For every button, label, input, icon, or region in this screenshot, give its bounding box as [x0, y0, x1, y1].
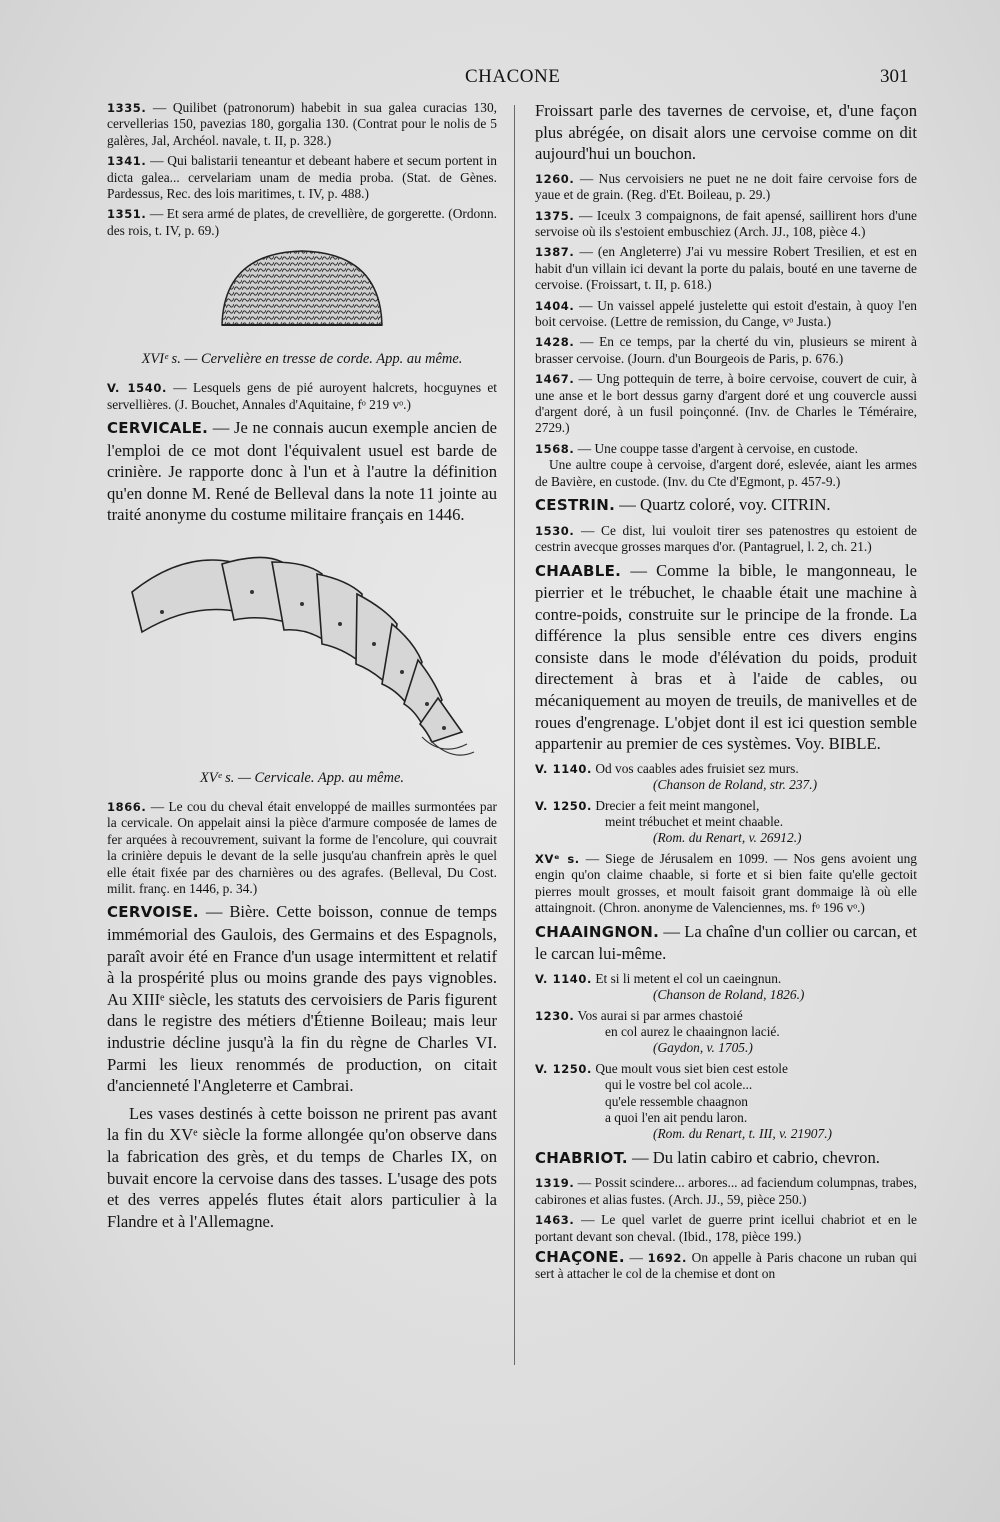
- verse-v1250a: V. 1250. Drecier a feit meint mangonel, meint trébuchet et meint chaable. (Rom. du Renart, v. 26912.): [535, 797, 802, 846]
- citation-1530: 1530. — Ce dist, lui vouloit tirer ses patenostres qu estoient de cestrin avecque grosses marques d'or. (Pantagruel, l. 2, ch. 21.): [535, 522, 917, 555]
- left-column: [107, 100, 497, 1238]
- citation-1467: 1467. — Ung pottequin de terre, à boire cervoise, couvert de cuir, à une anse et le bort dessus garny d'argent doré et ung couvercle aussi d'argent doré, à un fusil poinçonné. (Inv. de Charles le Téméraire, 2729.): [535, 371, 917, 436]
- entry-cestrin: CESTRIN. — Quartz coloré, voy. CITRIN.: [535, 495, 831, 515]
- citation-xve: XVᵉ s. — Siege de Jérusalem en 1099. — Nos gens avoient ung engin qu'on claime chaable, si forte et si bien faite qu'elle gectoit pierres moult grosses, et moult faisoit grant dommaige là où elle attaingnoit. (Chron. anonyme de Valenciennes, ms. fᵒ 196 vᵒ.): [535, 850, 917, 916]
- running-head: CHACONE: [465, 66, 561, 87]
- citation-1387: 1387. — (en Angleterre) J'ai vu messire Robert Tresilien, et est en habit d'un villain ici devant la porte du palais, bouté en une taverne de cervoise. (Froissart, t. II, p. 618.): [535, 244, 917, 293]
- entry-chabriot: CHABRIOT. — Du latin cabiro et cabrio, chevron.: [535, 1147, 880, 1167]
- verse-v1140a: V. 1140. Od vos caables ades fruisiet sez murs. (Chanson de Roland, str. 237.): [535, 760, 818, 793]
- citation-1319: 1319. — Possit scindere... arbores... ad faciendum columpnas, trabes, cabirones et alias fustes. (Arch. JJ., 59, pièce 250.): [535, 1175, 917, 1207]
- citation-1463: 1463. — Le quel varlet de guerre print icellui chabriot et en le portant devant son cheval. (Ibid., 178, pièce 199.): [535, 1212, 917, 1244]
- citation-1568: 1568. — Une couppe tasse d'argent à cervoise, en custode.: [535, 440, 859, 456]
- cerveliere-illustration: [202, 243, 402, 343]
- citation-1404: 1404. — Un vaissel appelé justelette qui estoit d'estain, à quoy l'en boit cervoise. (Lettre de remission, du Cange, vᵒ Justa.): [535, 297, 917, 330]
- figure-caption-cervicale: XVᵉ s. — Cervicale. App. au même.: [199, 770, 405, 787]
- entry-chaaingnon: CHAAINGNON. — La chaîne d'un collier ou carcan, et le carcan lui-même.: [535, 921, 917, 964]
- verse-1230: 1230. Vos aurai si par armes chastoié en col aurez le chaaingnon lacié. (Gaydon, v. 1705.): [535, 1007, 780, 1056]
- entry-cervoise-paragraph-2: Les vases destinés à cette boisson ne prirent pas avant la fin du XVᵉ siècle la forme allongée qu'on observe dans la fabrication des grès, et du temps de Charles IX, on buvait encore la cervoise dans des tasses. L'usage des pots et des verres appelés flutes était alors particulier à la Flandre et à l'Allemagne.: [107, 1103, 497, 1231]
- citation-1341: 1341. — Qui balistarii teneantur et debeant habere et secum portent in dicta galea... cervelariam unam de media proba. (Stat. de Gènes. Pardessus, Rec. des lois maritimes, t. IV, p. 488.): [107, 153, 497, 202]
- verse-v1140b: V. 1140. Et si li metent el col un caeingnun. (Chanson de Roland, 1826.): [535, 970, 805, 1003]
- page-number: 301: [880, 66, 909, 87]
- citation-1260: 1260. — Nus cervoisiers ne puet ne ne doit faire cervoise fors de yaue et de grain. (Reg. d'Et. Boileau, p. 29.): [535, 170, 917, 203]
- entry-chaable: CHAABLE. — Comme la bible, le mangonneau, le pierrier et le trébuchet, le chaable était une machine à contre-poids, construite sur le principe de la fronde. La différence la plus sensible entre ces divers engins consiste dans le mode d'élévation du poids, produit directement à bras et à l'aide de cables, ou mécaniquement au moyen de treuils, de manivelles et de roues d'engrenage. L'objet dont il est ici question semble appartenir au premier de ces systèmes. Voy. BIBLE.: [535, 560, 917, 754]
- citation-1335: 1335. — Quilibet (patronorum) habebit in sua galea curacias 130, cervellerias 150, pavezias 180, gorgalia 130. (Contrat pour le nolis de 5 galères, Jal, Archéol. navale, t. II, p. 328.): [107, 100, 497, 148]
- figure-caption-cerveliere: XVIᵉ s. — Cervelière en tresse de corde. App. au même.: [141, 351, 463, 368]
- column-divider: [514, 105, 515, 1365]
- entry-chacone: CHAÇONE. — 1692. On appelle à Paris chacone un ruban qui sert à attacher le col de la chemise et dont on: [535, 1247, 917, 1282]
- citation-1351: 1351. — Et sera armé de plates, de crevellière, de gorgerette. (Ordonn. des rois, t. IV, p. 69.): [107, 206, 497, 238]
- entry-cervicale: CERVICALE. — Je ne connais aucun exemple ancien de l'emploi de ce mot dont l'équivalent usuel est barde de crinière. Je rapporte donc à l'un et à l'autre la définition qu'en donne M. René de Belleval dans la note 11 jointe au traité anonyme du costume militaire français en 1446.: [107, 418, 497, 525]
- verse-v1250b: V. 1250. Que moult vous siet bien cest estole qui le vostre bel col acole... qu'ele ressemble chaagnon a quoi l'en ait pendu laron. (Rom. du Renart, t. III, v. 21907.): [535, 1060, 832, 1142]
- cervoise-continuation: Froissart parle des tavernes de cervoise, et, d'une façon plus abrégée, on disait alors une cervoise comme on dit aujourd'hui un bouchon.: [535, 101, 917, 164]
- citation-1568-continued: Une aultre coupe à cervoise, d'argent doré, eslevée, aiant les armes de Bavière, en custode. (Inv. du Cte d'Egmont, p. 457-9.): [535, 457, 917, 489]
- citation-1866: 1866. — Le cou du cheval était enveloppé de mailles surmontées par la cervicale. On appelait ainsi la pièce d'armure composée de lames de fer arquées à recouvrement, suivant la forme de l'encolure, qui couvrait la crinière depuis le devant de la selle jusqu'au chanfrein après le quel elle était fixée par des charnières ou des agrafes. (Belleval, Du Cost. milit. franç. en 1446, p. 34.): [107, 799, 497, 897]
- citation-1540: V. 1540. — Lesquels gens de pié auroyent halcrets, hocguynes et servellières. (J. Bouchet, Annales d'Aquitaine, fᵒ 219 vᵒ.): [107, 380, 497, 412]
- cervicale-illustration: [122, 532, 482, 762]
- citation-1428: 1428. — En ce temps, par la cherté du vin, plusieurs se mirent à brasser cervoise. (Journ. d'un Bourgeois de Paris, p. 676.): [535, 334, 917, 366]
- citation-1375: 1375. — Iceulx 3 compaignons, de fait apensé, saillirent hors d'une servoise où ils s'estoient embuschiez (Arch. JJ., 108, pièce 4.): [535, 207, 917, 239]
- entry-cervoise: CERVOISE. — Bière. Cette boisson, connue de temps immémorial des Gaulois, des Germains et des Espagnols, paraît avoir été en France d'un usage intermittent et relatif à la prospérité plus ou moins grande des pays vignobles. Au XIIIᵉ siècle, les statuts des cervoisiers de Paris figurent dans le registre des métiers d'Étienne Boileau; mais leur industrie décline jusqu'à la fin du règne de Charles VI. Parmi les lieux renommés de production, on citait d'ancienneté l'Angleterre et Cambrai.: [107, 902, 497, 1096]
- right-column: [535, 100, 917, 1287]
